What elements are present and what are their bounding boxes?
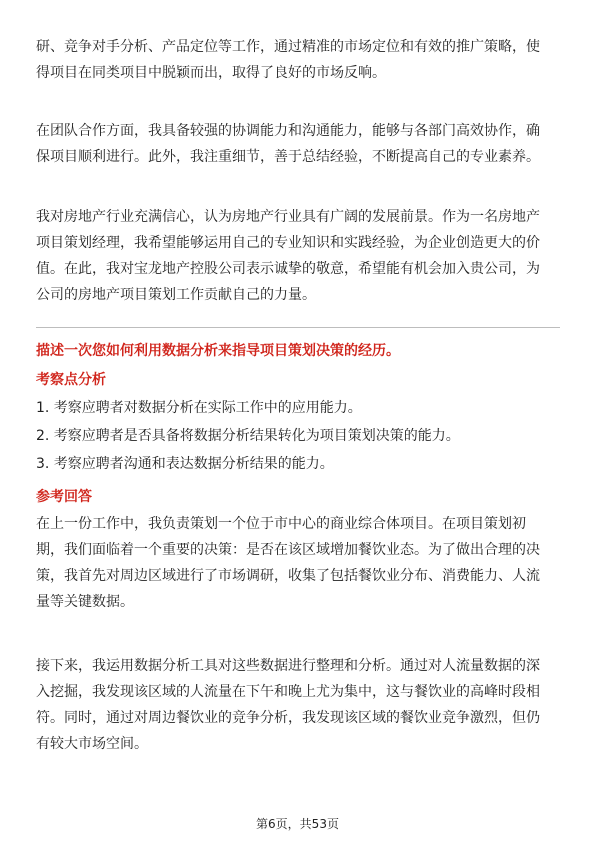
section-divider [36,327,560,328]
analysis-item: 1. 考察应聘者对数据分析在实际工作中的应用能力。 [36,400,362,416]
text-line: 在团队合作方面，我具备较强的协调能力和沟通能力，能够与各部门高效协作，确 [36,123,540,139]
text-line: 入挖掘，我发现该区域的人流量在下午和晚上尤为集中，这与餐饮业的高峰时段相 [36,684,540,700]
text-line: 量等关键数据。 [36,594,134,610]
text-line: 期，我们面临着一个重要的决策：是否在该区域增加餐饮业态。为了做出合理的决 [36,542,540,558]
text-line: 保项目顺利进行。此外，我注重细节，善于总结经验，不断提高自己的专业素养。 [36,149,540,165]
answer-paragraph-1 [36,511,560,615]
interview-question: 描述一次您如何利用数据分析来指导项目策划决策的经历。 [36,343,400,359]
text-line: 我对房地产行业充满信心，认为房地产行业具有广阔的发展前景。作为一名房地产 [36,209,540,225]
body-paragraph-2 [36,118,560,170]
analysis-heading: 考察点分析 [36,372,106,388]
text-line: 有较大市场空间。 [36,736,148,752]
answer-paragraph-2 [36,653,560,757]
text-line: 得项目在同类项目中脱颖而出，取得了良好的市场反响。 [36,65,386,81]
text-line: 符。同时，通过对周边餐饮业的竞争分析，我发现该区域的餐饮业竞争激烈，但仍 [36,710,540,726]
text-line: 策，我首先对周边区域进行了市场调研，收集了包括餐饮业分布、消费能力、人流 [36,568,540,584]
text-line: 接下来，我运用数据分析工具对这些数据进行整理和分析。通过对人流量数据的深 [36,658,540,674]
body-paragraph-1 [36,34,560,86]
analysis-item: 3. 考察应聘者沟通和表达数据分析结果的能力。 [36,456,334,472]
text-line: 项目策划经理，我希望能够运用自己的专业知识和实践经验，为企业创造更大的价 [36,235,540,251]
analysis-item: 2. 考察应聘者是否具备将数据分析结果转化为项目策划决策的能力。 [36,428,460,444]
page-number: 第6页，共53页 [256,817,339,831]
text-line: 在上一份工作中，我负责策划一个位于市中心的商业综合体项目。在项目策划初 [36,516,526,532]
text-line: 公司的房地产项目策划工作贡献自己的力量。 [36,287,316,303]
text-line: 研、竞争对手分析、产品定位等工作，通过精准的市场定位和有效的推广策略，使 [36,39,540,55]
text-line: 值。在此，我对宝龙地产控股公司表示诚挚的敬意，希望能有机会加入贵公司，为 [36,261,540,277]
answer-heading: 参考回答 [36,489,92,505]
body-paragraph-3 [36,204,560,308]
